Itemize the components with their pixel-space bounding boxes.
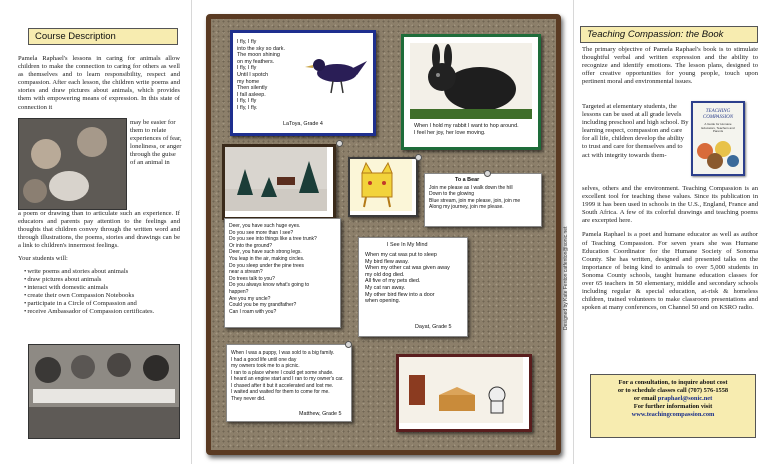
list-item: • create their own Compassion Notebooks — [24, 292, 180, 300]
pushpin — [415, 154, 422, 161]
crow-drawing — [299, 47, 369, 101]
paragraph-intro: Pamela Raphael's lessons in caring for animals allow children to make the connection to caring for others as well as themselves and to learn responsibility, respect and compassion. After each lesson, the children write poems and stories and draw pictures about animals, which provides them with empowering means of expression. In this state of connection it — [18, 55, 180, 111]
poem-title: To a Bear — [455, 177, 480, 183]
book-objective-text: The primary objective of Pamela Raphael's book is to stimulate thoughtful verbal and written expression and the ability to recognize and identify emotions. The lesson plans, designed to offer creative opportunities for young people, touch upon pertinent moral and environmental issues. — [582, 46, 758, 86]
forest-drawing-card — [222, 144, 336, 220]
list-item: • receive Ambassador of Compassion certificates. — [24, 308, 180, 316]
list-item: • participate in a Circle of Compassion and — [24, 300, 180, 308]
book-title: TEACHING COMPASSION — [702, 109, 734, 120]
rabbit-drawing — [410, 43, 532, 119]
course-description-header: Course Description — [28, 28, 178, 45]
course-description-wrap: may be easier for them to relate experiences of fear, loneliness, or anger through the guise of an animal in — [130, 119, 182, 167]
poem-card-bear — [424, 173, 542, 227]
pushpin — [484, 170, 491, 177]
designer-credit: Designed by Kate Fenton catfenton@sonic.net — [563, 226, 569, 330]
cat-drawing — [350, 159, 412, 211]
book-cover — [691, 101, 745, 176]
contact-line: For a consultation, to inquire about cost — [618, 379, 728, 386]
course-description-text — [18, 55, 180, 116]
poem-card-crow — [230, 30, 376, 136]
poem-card-rabbit — [401, 34, 541, 150]
poem-card-deer — [224, 218, 341, 328]
poem-text: I fly, I fly into the sky so dark. The moon shining on my feathers. I fly, I fly Until I spotch my home Then silently I fall asleep. I fly, I fly I fly, I fly. — [237, 39, 285, 111]
poem-text: When I hold my rabbit I want to hop around. I feel her joy, her love moving. — [414, 123, 519, 136]
children-with-cat-photo — [18, 118, 127, 210]
children-with-certificates-photo — [28, 344, 180, 439]
contact-phone-line: or to schedule classes call (707) 576-1558 — [617, 387, 729, 394]
cats-drawing-card — [396, 354, 532, 432]
poem-author: LaToya, Grade 4 — [283, 121, 323, 127]
students-intro: Your students will: — [18, 255, 68, 263]
list-item: • write poems and stories about animals — [24, 268, 180, 276]
poem-card-puppy — [226, 344, 352, 422]
email-link[interactable]: praphael@sonic.net — [657, 395, 713, 402]
book-target-cont: selves, others and the environment. Teaching Compassion is an excellent tool for teaching these values. Since its publication in 1999 it has been used in schools in the U.S., England, France and South Africa. A few of its colorful drawings and teaching poems are excerpted here. Pamela Raphael is a poet and humane educator as well as author of Teaching Compassion. For seven years she was Humane Education Coordinator for the Humane Society of Sonoma County. She has written, designed and presented talks on the importance of being kind to animals to over 5,000 students in Sonoma County schools, taught humane education classes for over 65 teachers in 50 elementary, middle and secondary schools including regular & special education, at-risk & homeless children, trained volunteers to make classroom presentations and spoken at many conferences, on Channel 50 and on KSRO radio. — [582, 185, 758, 312]
book-target-text: Targeted at elementary students, the lessons can be used at all grade levels including preschool and high school. By learning respect, compassion and care for all life, children develop the ability to trust and care for themselves and to act with integrity towards them- — [582, 103, 689, 159]
poem-author: Dayat, Grade 5 — [415, 324, 452, 330]
poem-text: Deer, you have such huge eyes. Do you see more than I see? Do you see into things like a tree trunk? Or into the ground? Deer, you have such strong legs. You leap in the air, making circles. Do you sleep under the pine trees near a stream? Do trees talk to you? Do you always know what's going to happen? Are you my uncle? Could you be my grandfather? Can I roam with you? — [229, 223, 317, 315]
forest-drawing — [225, 147, 327, 211]
list-item: • draw pictures about animals — [24, 276, 180, 284]
cats-box-drawing — [399, 357, 523, 423]
book-subtitle: A Guide for Humane Educators, Teachers and Parents — [701, 122, 735, 134]
book-header: Teaching Compassion: the Book — [580, 26, 758, 43]
pushpin — [345, 341, 352, 348]
poem-title: I See In My Mind — [387, 242, 428, 248]
poem-card-mind — [358, 237, 468, 337]
contact-email-line: or email praphael@sonic.net — [633, 395, 713, 402]
contact-box — [590, 374, 756, 438]
poem-author: Matthew, Grade 5 — [299, 411, 342, 417]
cat-drawing-card — [348, 157, 418, 217]
contact-info-line: For further information visit — [633, 403, 713, 410]
book-cover-art — [695, 139, 739, 169]
left-panel — [0, 0, 190, 464]
list-item: • interact with domestic animals — [24, 284, 180, 292]
students-list — [18, 268, 180, 317]
poem-text: When I was a puppy, I was sold to a big family. I had a good life until one day my owners took me to a picnic. I ran to a place where I could get some shade. I heard an engine start and I ran to my owner's car. I chased after it but it accelerated and lost me. I waited and waited for them to come for me. They never did. — [231, 350, 344, 402]
poem-text: Join me please as I walk down the hill Down to the glowing Blue stream, join me please, join, join me Along my journey, join me please. — [429, 185, 521, 210]
course-description-cont: a poem or drawing than to articulate such an experience. If educators and parents pay attention to the feelings and thoughts that children convey through the written word and through illustrations, the poems, stories and drawings can be a link to children's innermost feelings. Your students will: • write poems and stories about animals • draw pictures about animals • interact with domestic animals • create their own Compassion Notebooks • participate in a Circle of Compassion and • receive Ambassador of Compassion certificates. — [18, 210, 180, 316]
website-link[interactable]: www.teachingcompassion.com — [631, 411, 715, 418]
pushpin — [336, 140, 343, 147]
poem-text: When my cat was put to sleep My bird flew away. When my other cat was given away my old dog died. All five of my pets died. My cat ran away. My other bird flew into a door when opening. — [365, 252, 450, 305]
